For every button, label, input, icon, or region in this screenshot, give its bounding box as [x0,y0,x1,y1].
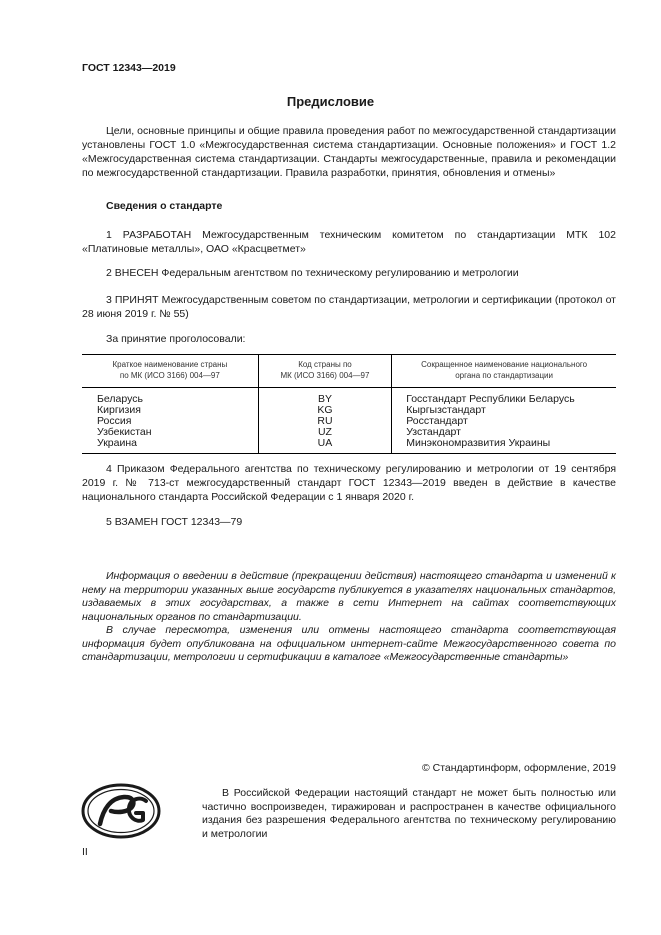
info-paragraph-2: В случае пересмотра, изменения или отмены настоящего стандарта соответствующая информация будет опубликована на официальном интернет-сайте Межгосударственного совета по стандартизации, метрологии и сертификации в каталоге «Межгосударственные стандарты» [82,624,616,663]
country-name: Узбекистан [97,426,152,438]
item-4-order: 4 Приказом Федерального агентства по техническому регулированию и метрологии от 19 сентября 2019 г. № 713-ст межгосударственный стандарт ГОСТ 12343—2019 введен в действие в качестве национального стандарта Российской Федерации с 1 января 2020 г. [82,463,616,503]
item-3-adopted: 3 ПРИНЯТ Межгосударственным советом по стандартизации, метрологии и сертификации (протокол от 28 июня 2019 г. № 55) [82,294,616,320]
item-1-developed: 1 РАЗРАБОТАН Межгосударственным техническим комитетом по стандартизации МТК 102 «Платиновые металлы», ОАО «Красцветмет» [82,229,616,255]
intro-paragraph: Цели, основные принципы и общие правила проведения работ по межгосударственной стандартизации установлены ГОСТ 1.0 «Межгосударственная система стандартизации. Основные положения» и ГОСТ 1.2 «Межгосударственная система стандартизации. Стандарты межгосударственные, правила и рекомендации по межгосударственной стандартизации. Правила разработки, принятия, обновления и отмены» [82,125,616,179]
organ-name: Минэкономразвития Украины [406,437,551,449]
country-code: UA [317,437,333,449]
country-name: Украина [97,437,137,449]
organ-name: Кыргызстандарт [406,404,486,416]
section-subheading: Сведения о стандарте [106,200,223,212]
country-name: Киргизия [97,404,141,416]
country-code: KG [317,404,333,416]
rst-gost-emblem-icon [80,782,162,840]
organ-name: Госстандарт Республики Беларусь [406,393,575,405]
country-name: Беларусь [97,393,143,405]
info-paragraph-1: Информация о введении в действие (прекращении действия) настоящего стандарта и изменений к нему на территории указанных выше государств публикуется в указателях национальных стандартов, издаваемых в этих государствах, а также в сети Интернет на сайтах соответствующих национальных органов по стандартизации. [82,570,616,623]
item-2-introduced: 2 ВНЕСЕН Федеральным агентством по техническому регулированию и метрологии [106,267,519,279]
copyright-notice: В Российской Федерации настоящий стандарт не может быть полностью или частично воспроизведен, тиражирован и распространен в качестве официального издания без разрешения Федерального агентства по техническому регулированию и метрологии [202,787,616,840]
country-name: Россия [97,415,132,427]
country-column [82,388,258,454]
table-row [82,388,616,454]
organ-name: Росстандарт [406,415,468,427]
header-code: Код страны по МК (ИСО 3166) 004—97 [258,355,392,388]
vote-intro: За принятие проголосовали: [106,333,246,345]
voting-table [82,354,616,454]
document-code: ГОСТ 12343—2019 [82,62,176,74]
country-code: UZ [317,426,332,438]
code-column [258,388,392,454]
item-5-replaces: 5 ВЗАМЕН ГОСТ 12343—79 [106,516,243,528]
header-country: Краткое наименование страны по МК (ИСО 3166) 004—97 [82,355,258,388]
page-title: Предисловие [286,94,375,109]
country-code: RU [317,415,333,427]
organ-column [392,388,616,454]
page-number: II [82,846,88,858]
country-code: BY [317,393,332,405]
copyright-line: © Стандартинформ, оформление, 2019 [421,762,616,774]
organ-name: Узстандарт [406,426,461,438]
header-organ: Сокращенное наименование национального органа по стандартизации [392,355,616,388]
